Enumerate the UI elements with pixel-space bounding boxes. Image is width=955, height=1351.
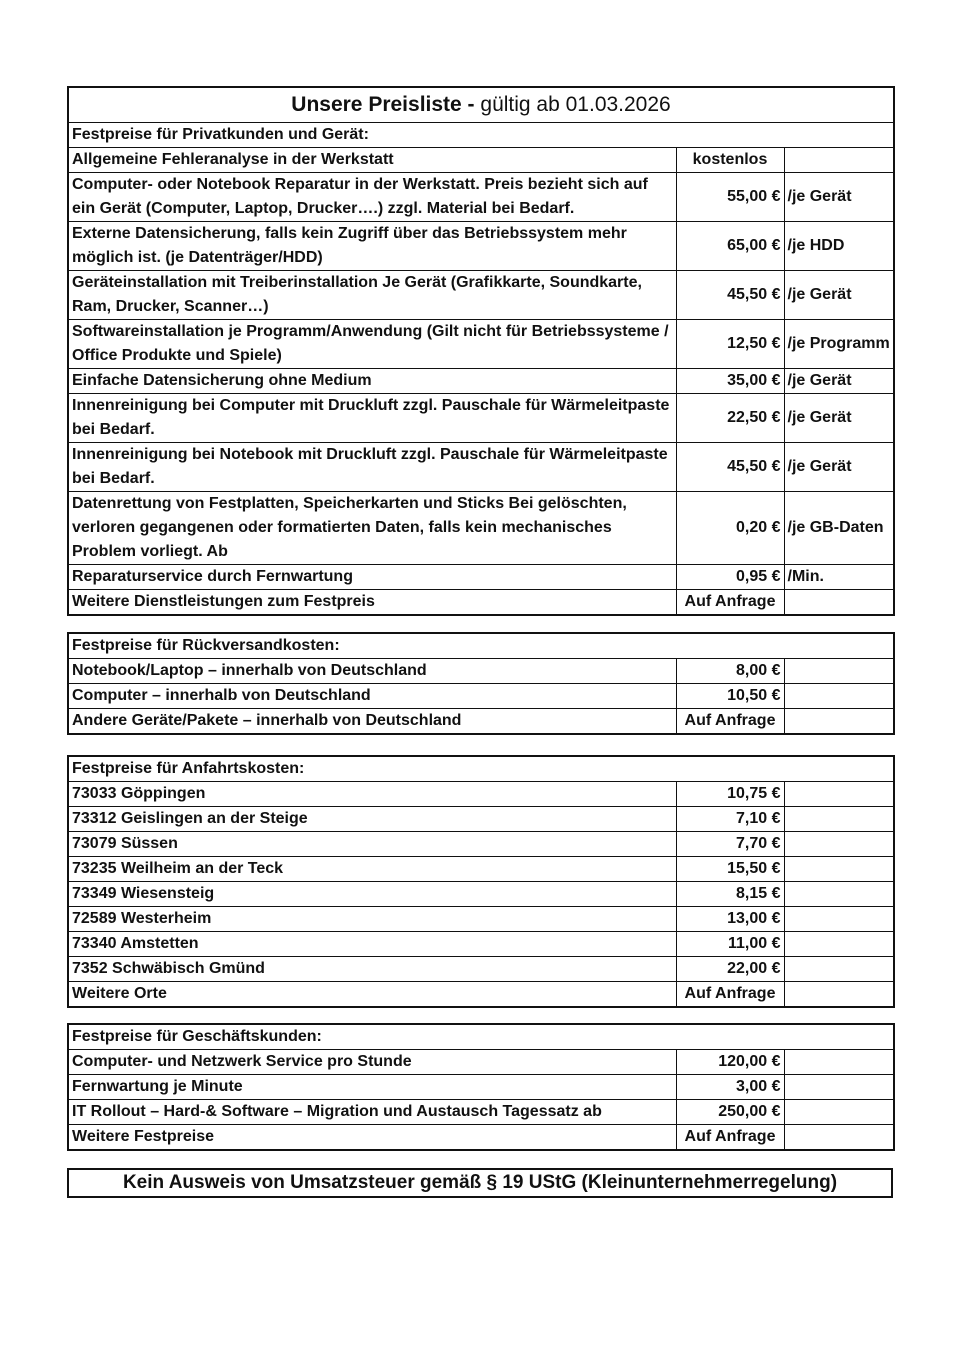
business-price: 3,00 € xyxy=(676,1075,784,1100)
travel-unit xyxy=(784,957,894,982)
service-description: Softwareinstallation je Programm/Anwendung (Gilt nicht für Betriebssysteme / Office Produkte und Spiele) xyxy=(68,320,676,369)
table-row xyxy=(68,982,894,1008)
travel-price: 10,75 € xyxy=(676,782,784,807)
table-row xyxy=(68,1100,894,1125)
table-row xyxy=(68,1075,894,1100)
business-unit xyxy=(784,1125,894,1151)
service-unit xyxy=(784,590,894,616)
service-unit: /je Gerät xyxy=(784,271,894,320)
service-unit: /je Gerät xyxy=(784,443,894,492)
business-price-table xyxy=(67,1023,895,1151)
travel-location: 73235 Weilheim an der Teck xyxy=(68,857,676,882)
business-unit xyxy=(784,1100,894,1125)
table-row xyxy=(68,222,894,271)
travel-location: Weitere Orte xyxy=(68,982,676,1008)
section-heading-business: Festpreise für Geschäftskunden: xyxy=(68,1024,894,1050)
travel-price: 11,00 € xyxy=(676,932,784,957)
service-price: 0,20 € xyxy=(676,492,784,565)
service-price: Auf Anfrage xyxy=(676,590,784,616)
travel-unit xyxy=(784,857,894,882)
shipping-price: Auf Anfrage xyxy=(676,709,784,735)
private-price-table xyxy=(67,86,895,616)
shipping-unit xyxy=(784,684,894,709)
service-description: Computer- oder Notebook Reparatur in der Werkstatt. Preis bezieht sich auf ein Gerät (Computer, Laptop, Drucker….) zzgl. Material bei Bedarf. xyxy=(68,173,676,222)
service-price: 45,50 € xyxy=(676,443,784,492)
business-service: Computer- und Netzwerk Service pro Stunde xyxy=(68,1050,676,1075)
table-row xyxy=(68,394,894,443)
travel-price: 7,10 € xyxy=(676,807,784,832)
service-unit: /je Gerät xyxy=(784,173,894,222)
table-row xyxy=(68,1050,894,1075)
travel-unit xyxy=(784,932,894,957)
service-description: Allgemeine Fehleranalyse in der Werkstatt xyxy=(68,148,676,173)
page-title xyxy=(68,87,894,123)
travel-price: 22,00 € xyxy=(676,957,784,982)
table-row xyxy=(68,148,894,173)
business-service: Weitere Festpreise xyxy=(68,1125,676,1151)
service-unit: /je HDD xyxy=(784,222,894,271)
table-row xyxy=(68,565,894,590)
shipping-price: 10,50 € xyxy=(676,684,784,709)
travel-location: 73340 Amstetten xyxy=(68,932,676,957)
service-price: 22,50 € xyxy=(676,394,784,443)
travel-location: 73033 Göppingen xyxy=(68,782,676,807)
table-row xyxy=(68,684,894,709)
title-dash: - xyxy=(461,93,481,116)
business-unit xyxy=(784,1075,894,1100)
service-unit: /je Gerät xyxy=(784,369,894,394)
section-heading-travel: Festpreise für Anfahrtskosten: xyxy=(68,756,894,782)
business-price: 250,00 € xyxy=(676,1100,784,1125)
table-row xyxy=(68,932,894,957)
section-heading-private: Festpreise für Privatkunden und Gerät: xyxy=(68,123,894,148)
shipping-description: Computer – innerhalb von Deutschland xyxy=(68,684,676,709)
table-row xyxy=(68,443,894,492)
service-price: 45,50 € xyxy=(676,271,784,320)
service-unit: /je GB-Daten xyxy=(784,492,894,565)
service-description: Innenreinigung bei Notebook mit Druckluft zzgl. Pauschale für Wärmeleitpaste bei Bedarf. xyxy=(68,443,676,492)
table-row xyxy=(68,807,894,832)
service-price: 12,50 € xyxy=(676,320,784,369)
travel-location: 7352 Schwäbisch Gmünd xyxy=(68,957,676,982)
service-unit: /je Gerät xyxy=(784,394,894,443)
travel-location: 72589 Westerheim xyxy=(68,907,676,932)
table-row xyxy=(68,957,894,982)
table-row xyxy=(68,320,894,369)
business-unit xyxy=(784,1050,894,1075)
table-row xyxy=(68,369,894,394)
shipping-price: 8,00 € xyxy=(676,659,784,684)
service-price: 55,00 € xyxy=(676,173,784,222)
service-unit: /je Programm xyxy=(784,320,894,369)
travel-location: 73312 Geislingen an der Steige xyxy=(68,807,676,832)
service-description: Reparaturservice durch Fernwartung xyxy=(68,565,676,590)
shipping-description: Andere Geräte/Pakete – innerhalb von Deutschland xyxy=(68,709,676,735)
travel-price: 13,00 € xyxy=(676,907,784,932)
section-heading-shipping: Festpreise für Rückversandkosten: xyxy=(68,633,894,659)
travel-unit xyxy=(784,982,894,1008)
shipping-unit xyxy=(784,709,894,735)
business-price: Auf Anfrage xyxy=(676,1125,784,1151)
title-validity: gültig ab 01.03.2026 xyxy=(480,93,671,116)
service-price: 0,95 € xyxy=(676,565,784,590)
service-description: Innenreinigung bei Computer mit Druckluft zzgl. Pauschale für Wärmeleitpaste bei Bedarf. xyxy=(68,394,676,443)
table-row xyxy=(68,659,894,684)
travel-unit xyxy=(784,807,894,832)
shipping-unit xyxy=(784,659,894,684)
service-description: Einfache Datensicherung ohne Medium xyxy=(68,369,676,394)
travel-location: 73079 Süssen xyxy=(68,832,676,857)
table-row xyxy=(68,782,894,807)
service-price: 35,00 € xyxy=(676,369,784,394)
table-row xyxy=(68,709,894,735)
table-row xyxy=(68,492,894,565)
table-row xyxy=(68,1125,894,1151)
table-row xyxy=(68,832,894,857)
service-price: kostenlos xyxy=(676,148,784,173)
travel-location: 73349 Wiesensteig xyxy=(68,882,676,907)
travel-price: Auf Anfrage xyxy=(676,982,784,1008)
table-row xyxy=(68,907,894,932)
travel-unit xyxy=(784,882,894,907)
travel-price-table xyxy=(67,755,895,1008)
business-service: IT Rollout – Hard-& Software – Migration und Austausch Tagessatz ab xyxy=(68,1100,676,1125)
shipping-price-table xyxy=(67,632,895,735)
table-row xyxy=(68,173,894,222)
table-row xyxy=(68,857,894,882)
shipping-description: Notebook/Laptop – innerhalb von Deutschland xyxy=(68,659,676,684)
table-row xyxy=(68,882,894,907)
travel-unit xyxy=(784,832,894,857)
travel-price: 15,50 € xyxy=(676,857,784,882)
service-description: Externe Datensicherung, falls kein Zugriff über das Betriebssystem mehr möglich ist. (je Datenträger/HDD) xyxy=(68,222,676,271)
travel-unit xyxy=(784,782,894,807)
table-row xyxy=(68,271,894,320)
business-service: Fernwartung je Minute xyxy=(68,1075,676,1100)
tax-notice: Kein Ausweis von Umsatzsteuer gemäß § 19 UStG (Kleinunternehmerregelung) xyxy=(67,1168,893,1198)
table-row xyxy=(68,590,894,616)
service-unit: /Min. xyxy=(784,565,894,590)
service-unit xyxy=(784,148,894,173)
travel-price: 7,70 € xyxy=(676,832,784,857)
service-description: Geräteinstallation mit Treiberinstallation Je Gerät (Grafikkarte, Soundkarte, Ram, Drucker, Scanner…) xyxy=(68,271,676,320)
business-price: 120,00 € xyxy=(676,1050,784,1075)
service-price: 65,00 € xyxy=(676,222,784,271)
service-description: Weitere Dienstleistungen zum Festpreis xyxy=(68,590,676,616)
service-description: Datenrettung von Festplatten, Speicherkarten und Sticks Bei gelöschten, verloren gegangenen oder formatierten Daten, falls kein mechanisches Problem vorliegt. Ab xyxy=(68,492,676,565)
travel-price: 8,15 € xyxy=(676,882,784,907)
title-main: Unsere Preisliste xyxy=(291,93,462,116)
travel-unit xyxy=(784,907,894,932)
